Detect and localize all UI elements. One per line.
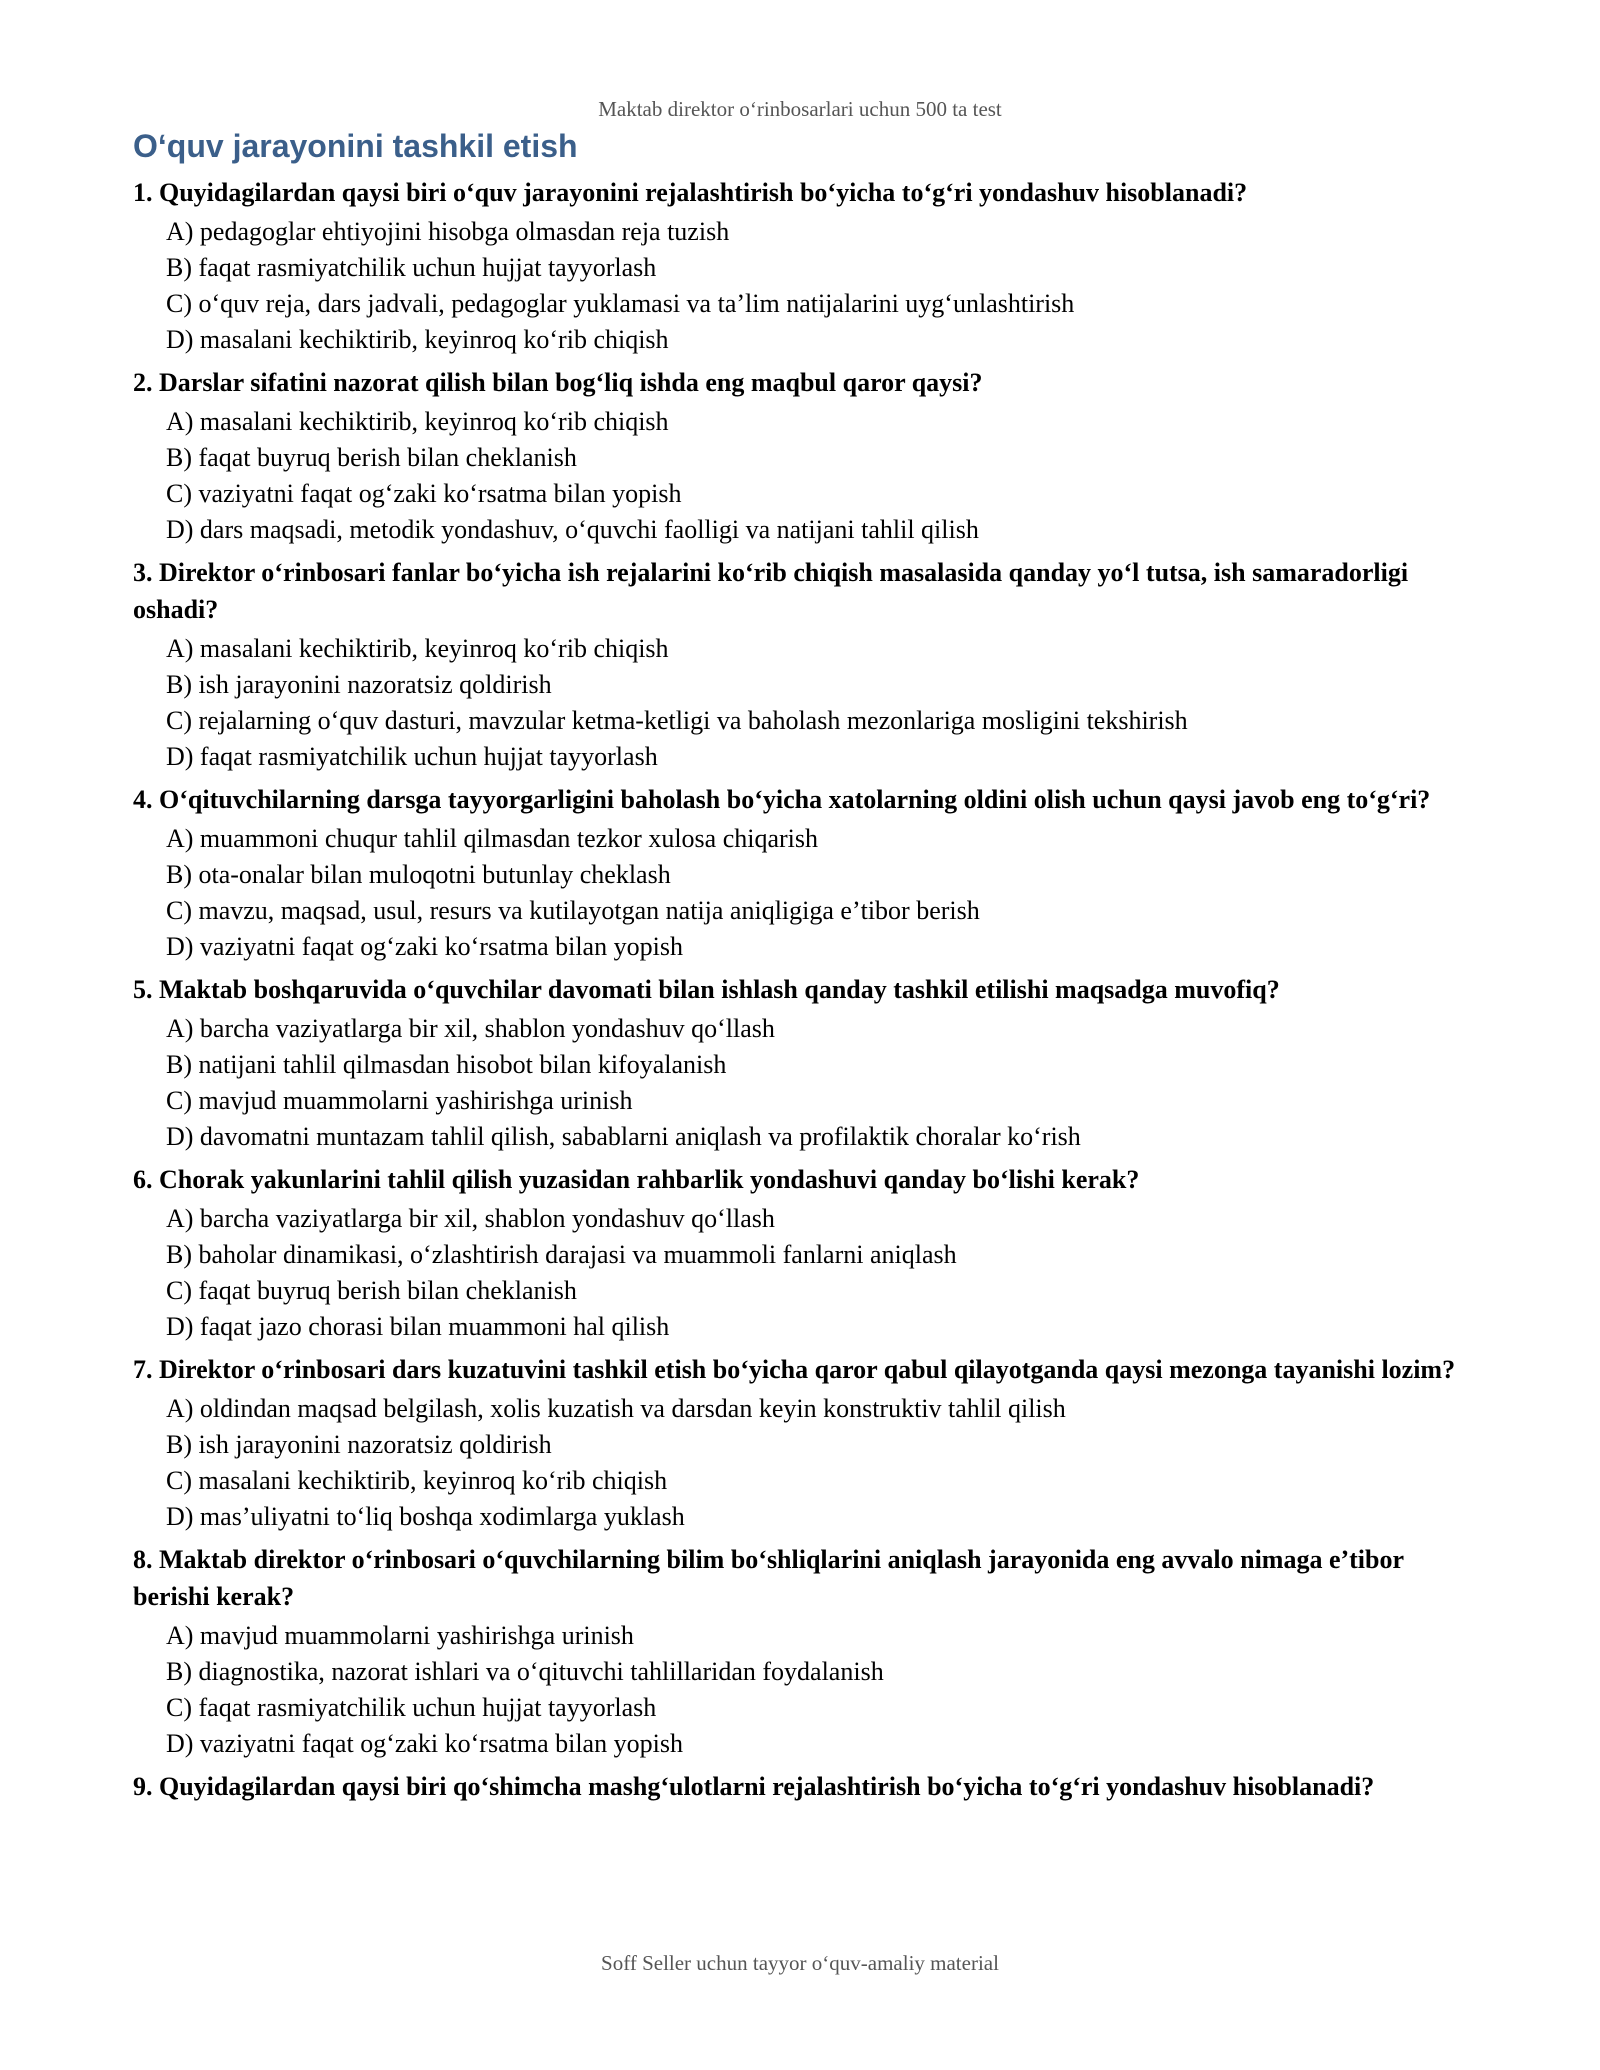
answer-option-d: D) vaziyatni faqat ogʻzaki koʻrsatma bilan yopish <box>166 1729 683 1758</box>
question-text: 9. Quyidagilardan qaysi biri qoʻshimcha mashgʻulotlarni rejalashtirish boʻyicha toʻgʻri yondashuv hisoblanadi? <box>133 1772 1375 1801</box>
question-5 <box>133 971 1473 1155</box>
page-header: Maktab direktor oʻrinbosarlari uchun 500 ta test <box>598 97 1002 121</box>
answer-option-d: D) masalani kechiktirib, keyinroq koʻrib chiqish <box>166 325 669 354</box>
question-3 <box>133 554 1473 775</box>
answer-option-d: D) faqat rasmiyatchilik uchun hujjat tayyorlash <box>166 742 658 771</box>
answer-option-b: B) ota-onalar bilan muloqotni butunlay cheklash <box>166 860 671 889</box>
page-footer: Soff Seller uchun tayyor oʻquv-amaliy material <box>601 1951 999 1975</box>
question-2 <box>133 364 1473 548</box>
answer-options <box>133 1391 1473 1535</box>
answer-options <box>133 1011 1473 1155</box>
answer-options <box>133 1201 1473 1345</box>
question-9 <box>133 1768 1473 1805</box>
answer-option-d: D) davomatni muntazam tahlil qilish, sabablarni aniqlash va profilaktik choralar koʻrish <box>166 1122 1081 1151</box>
answer-option-a: A) oldindan maqsad belgilash, xolis kuzatish va darsdan keyin konstruktiv tahlil qilish <box>166 1394 1066 1423</box>
answer-option-c: C) mavzu, maqsad, usul, resurs va kutilayotgan natija aniqligiga eʼtibor berish <box>166 896 980 925</box>
answer-option-a: A) pedagoglar ehtiyojini hisobga olmasdan reja tuzish <box>166 217 730 246</box>
answer-option-b: B) natijani tahlil qilmasdan hisobot bilan kifoyalanish <box>166 1050 727 1079</box>
answer-option-d: D) dars maqsadi, metodik yondashuv, oʻquvchi faolligi va natijani tahlil qilish <box>166 515 979 544</box>
question-6 <box>133 1161 1473 1345</box>
answer-options <box>133 821 1473 965</box>
answer-option-a: A) masalani kechiktirib, keyinroq koʻrib chiqish <box>166 634 669 663</box>
question-text: 1. Quyidagilardan qaysi biri oʻquv jarayonini rejalashtirish boʻyicha toʻgʻri yondashuv hisoblanadi? <box>133 178 1248 207</box>
answer-option-c: C) faqat buyruq berish bilan cheklanish <box>166 1276 577 1305</box>
section-title: Oʻquv jarayonini tashkil etish <box>133 128 578 164</box>
answer-options <box>133 214 1473 358</box>
question-text: 3. Direktor oʻrinbosari fanlar boʻyicha ish rejalarini koʻrib chiqish masalasida qanday yoʻl tutsa, ish samaradorligi oshadi? <box>133 558 1409 624</box>
answer-option-c: C) oʻquv reja, dars jadvali, pedagoglar yuklamasi va taʼlim natijalarini uygʻunlashtirish <box>166 289 1075 318</box>
answer-option-a: A) muammoni chuqur tahlil qilmasdan tezkor xulosa chiqarish <box>166 824 819 853</box>
answer-option-d: D) masʼuliyatni toʻliq boshqa xodimlarga yuklash <box>166 1502 685 1531</box>
answer-option-c: C) vaziyatni faqat ogʻzaki koʻrsatma bilan yopish <box>166 479 682 508</box>
question-text: 4. Oʻqituvchilarning darsga tayyorgarligini baholash boʻyicha xatolarning oldini olish uchun qaysi javob eng toʻgʻri? <box>133 785 1431 814</box>
question-7 <box>133 1351 1473 1535</box>
question-text: 5. Maktab boshqaruvida oʻquvchilar davomati bilan ishlash qanday tashkil etilishi maqsadga muvofiq? <box>133 975 1280 1004</box>
answer-option-a: A) mavjud muammolarni yashirishga urinish <box>166 1621 634 1650</box>
answer-option-c: C) rejalarning oʻquv dasturi, mavzular ketma-ketligi va baholash mezonlariga mosligini tekshirish <box>166 706 1188 735</box>
answer-options <box>133 404 1473 548</box>
answer-options <box>133 631 1473 775</box>
answer-option-a: A) masalani kechiktirib, keyinroq koʻrib chiqish <box>166 407 669 436</box>
answer-option-c: C) faqat rasmiyatchilik uchun hujjat tayyorlash <box>166 1693 657 1722</box>
answer-option-d: D) vaziyatni faqat ogʻzaki koʻrsatma bilan yopish <box>166 932 683 961</box>
question-1 <box>133 174 1473 358</box>
answer-option-b: B) faqat rasmiyatchilik uchun hujjat tayyorlash <box>166 253 657 282</box>
question-4 <box>133 781 1473 965</box>
answer-option-b: B) faqat buyruq berish bilan cheklanish <box>166 443 577 472</box>
answer-option-a: A) barcha vaziyatlarga bir xil, shablon yondashuv qoʻllash <box>166 1014 775 1043</box>
question-text: 8. Maktab direktor oʻrinbosari oʻquvchilarning bilim boʻshliqlarini aniqlash jarayonida eng avvalo nimaga eʼtibor berishi kerak? <box>133 1545 1404 1611</box>
question-8 <box>133 1541 1473 1762</box>
question-text: 6. Chorak yakunlarini tahlil qilish yuzasidan rahbarlik yondashuvi qanday boʻlishi kerak? <box>133 1165 1140 1194</box>
answer-option-b: B) ish jarayonini nazoratsiz qoldirish <box>166 1430 552 1459</box>
question-text: 2. Darslar sifatini nazorat qilish bilan bogʻliq ishda eng maqbul qaror qaysi? <box>133 368 983 397</box>
answer-option-b: B) baholar dinamikasi, oʻzlashtirish darajasi va muammoli fanlarni aniqlash <box>166 1240 957 1269</box>
answer-option-c: C) mavjud muammolarni yashirishga urinish <box>166 1086 633 1115</box>
answer-option-d: D) faqat jazo chorasi bilan muammoni hal qilish <box>166 1312 670 1341</box>
question-text: 7. Direktor oʻrinbosari dars kuzatuvini tashkil etish boʻyicha qaror qabul qilayotganda qaysi mezonga tayanishi lozim? <box>133 1355 1456 1384</box>
answer-option-a: A) barcha vaziyatlarga bir xil, shablon yondashuv qoʻllash <box>166 1204 775 1233</box>
document-body <box>133 124 1473 1808</box>
answer-option-b: B) diagnostika, nazorat ishlari va oʻqituvchi tahlillaridan foydalanish <box>166 1657 884 1686</box>
answer-option-b: B) ish jarayonini nazoratsiz qoldirish <box>166 670 552 699</box>
answer-options <box>133 1618 1473 1762</box>
answer-option-c: C) masalani kechiktirib, keyinroq koʻrib chiqish <box>166 1466 668 1495</box>
